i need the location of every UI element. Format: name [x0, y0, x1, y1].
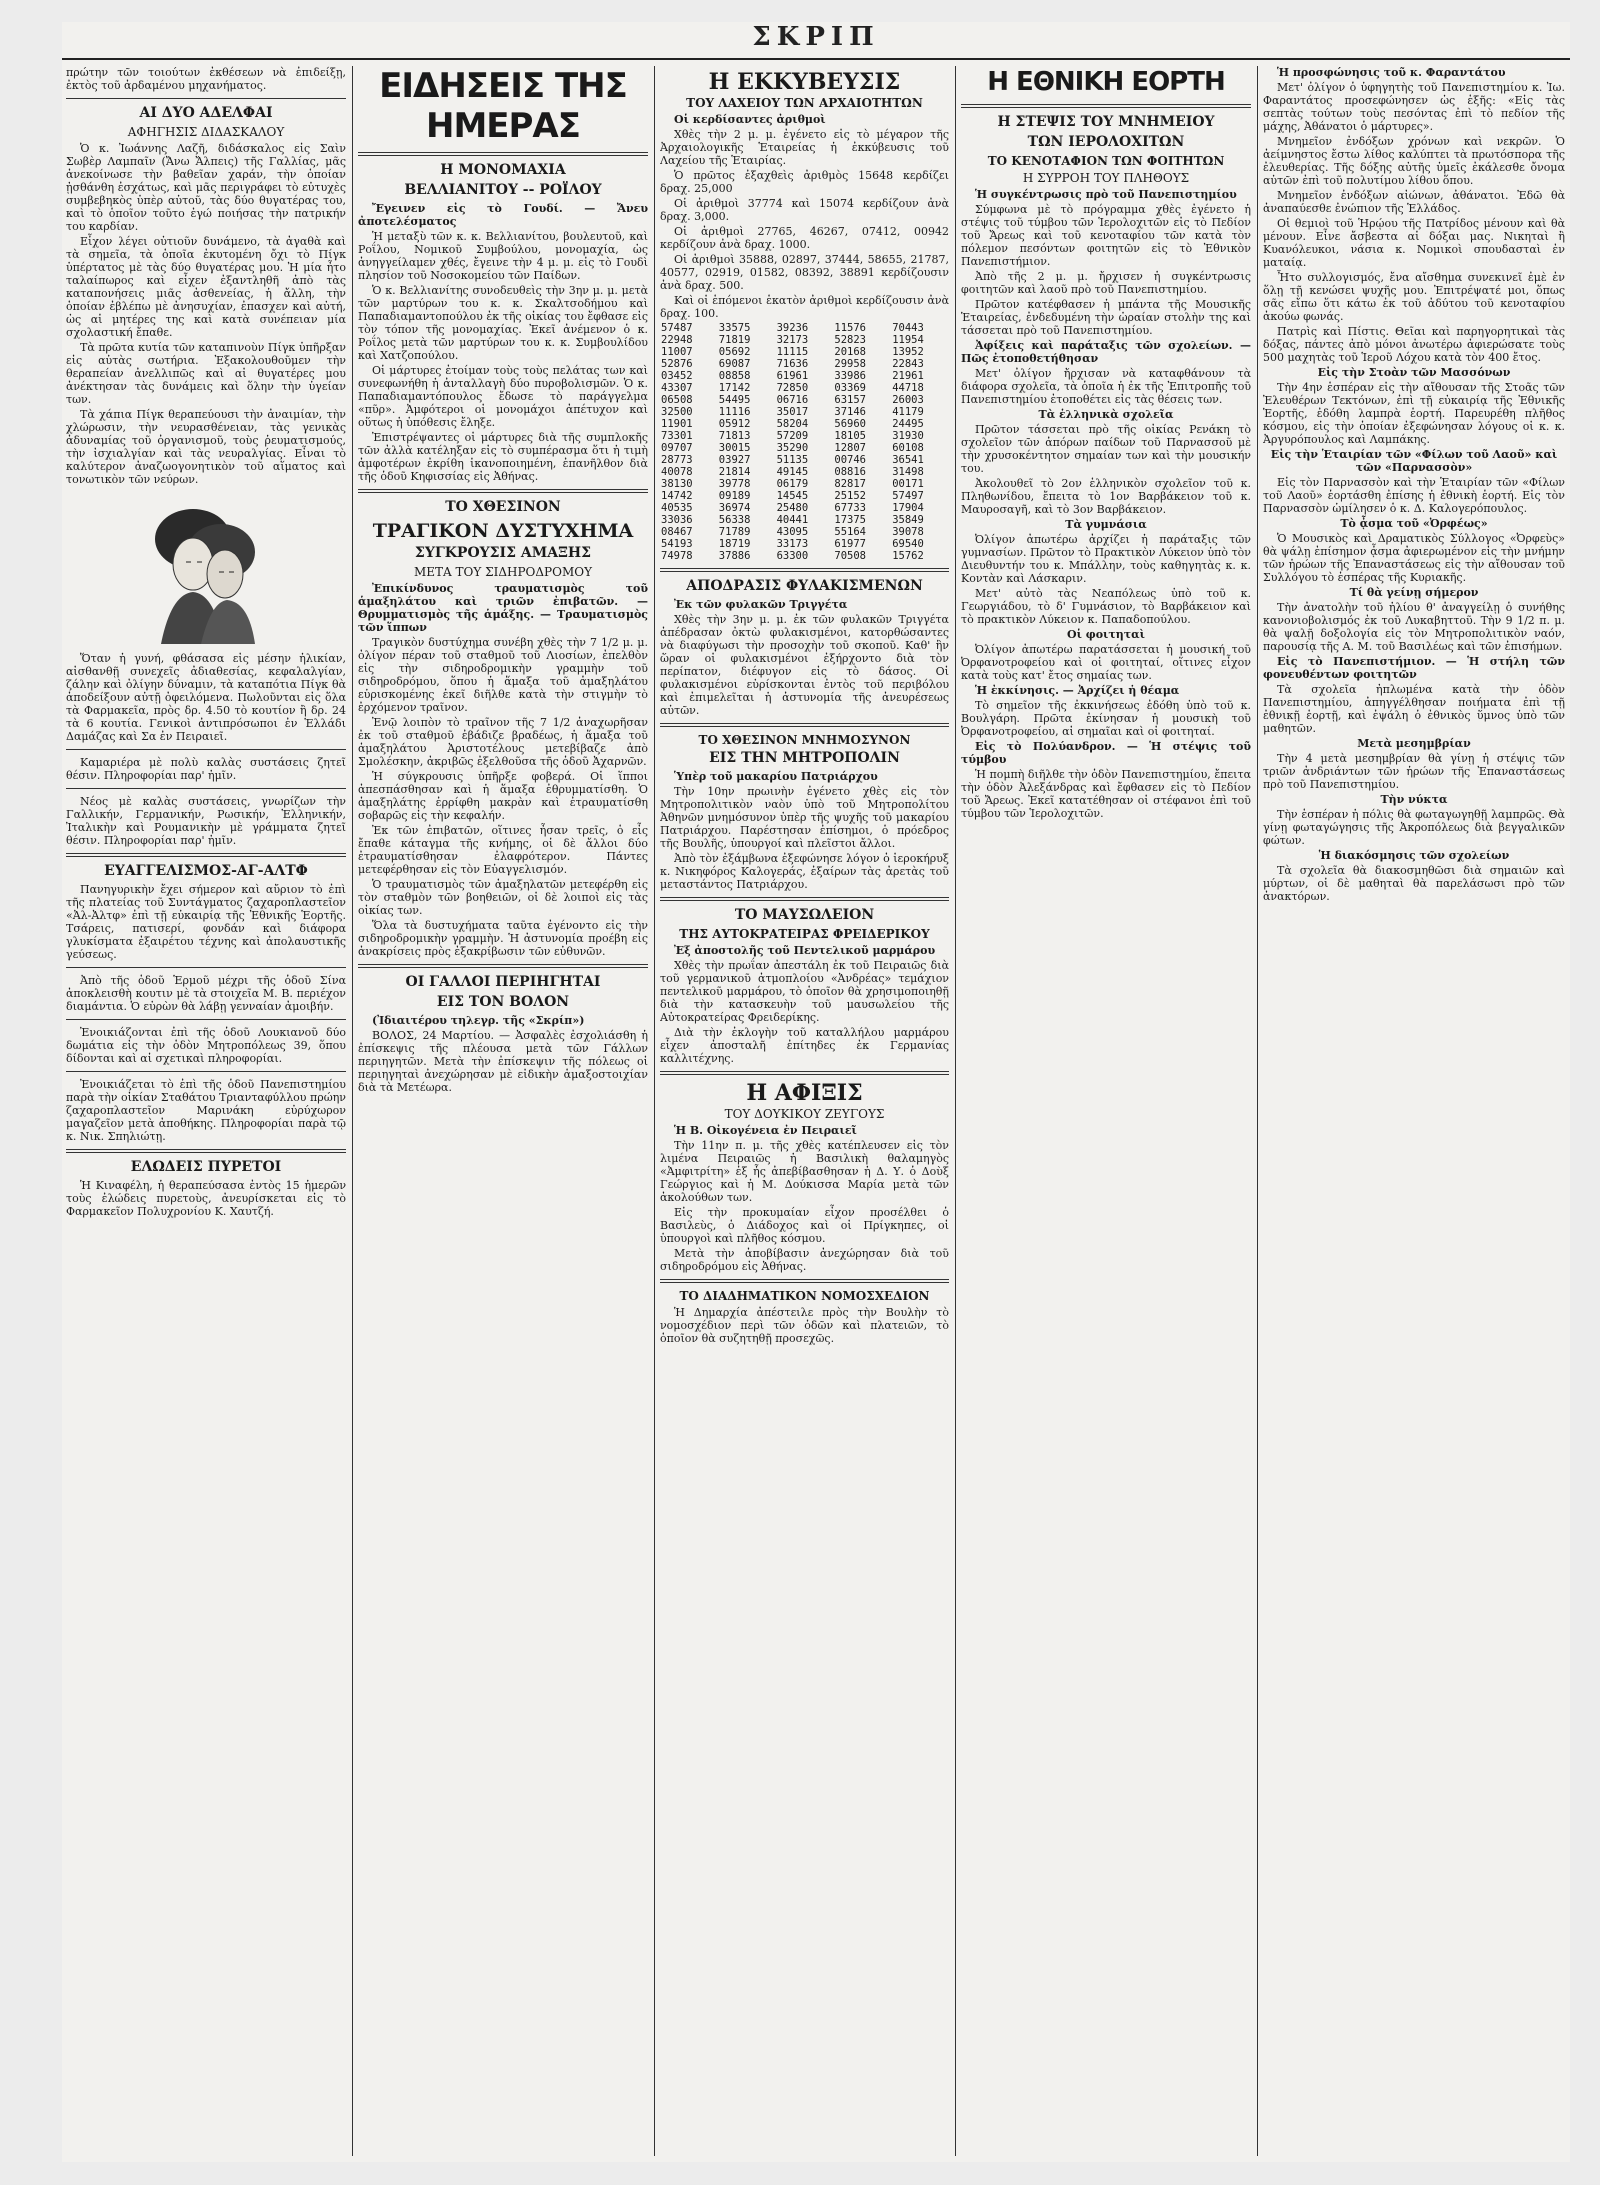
article-paragraph: Τὰ σχολεῖα ἠπλωμένα κατὰ τὴν ὁδὸν Πανεπιστημίου, ἀπηγγέλθησαν ποιήματα ἐπὶ τῇ ἐθνικῇ ἑορτῇ, καὶ ἐψάλη ὁ ἐθνικὸς ὕμνος ὑπὸ τῶν μαθητῶν. — [1263, 683, 1565, 735]
article-title: ΤΩΝ ΙΕΡΟΛΟΧΙΤΩΝ — [1027, 134, 1185, 150]
article-subtitle: Η ΣΥΡΡΟΗ ΤΟΥ ΠΛΗΘΟΥΣ — [1022, 171, 1190, 185]
winning-number: 31930 — [892, 430, 924, 442]
article-paragraph: Ἀπὸ τὸν ἐξάμβωνα ἐξεφώνησε λόγον ὁ ἱεροκήρυξ κ. Νικηφόρος Καλογεράς, ἐξαίρων τὰς ἀρετὰς τοῦ μεταστάντος Πατριάρχου. — [660, 852, 949, 891]
winning-number: 33986 — [834, 370, 866, 382]
divider — [961, 104, 1251, 108]
article-paragraph: Μετ' ὀλίγον ἤρχισαν νὰ καταφθάνουν τὰ διάφορα σχολεῖα, τὰ ὁποῖα ἡ ἐκ τῆς Ἐπιτροπῆς τοῦ Πανεπιστημίου ἐτοποθέτει εἰς τὰς θέσεις των. — [961, 367, 1251, 406]
winning-number: 56338 — [718, 514, 751, 526]
ad-title: ΕΛΩΔΕΙΣ ΠΥΡΕΤΟΙ — [130, 1159, 282, 1175]
article-paragraph: Τὴν ἑσπέραν ἡ πόλις θὰ φωταγωγηθῇ λαμπρῶς. Θὰ γίνῃ φωταγώγησις τῆς Ἀκροπόλεως διὰ βεγγαλικῶν φώτων. — [1263, 808, 1565, 847]
column-divider — [654, 66, 655, 2156]
number-row — [660, 334, 949, 346]
winning-number: 25480 — [776, 502, 809, 514]
winning-number: 55164 — [834, 526, 866, 538]
number-row — [660, 418, 949, 430]
article-paragraph: Ἀκολουθεῖ τὸ 2ον ἑλληνικὸν σχολεῖον τοῦ κ. Πληθωνίδου, ἔπειτα τὸ 1ον Βαρβάκειον τοῦ κ. Μαυροσαγῆ, καὶ τὸ 3ον Βαρβάκειον. — [961, 477, 1251, 516]
article-paragraph: Οἱ ἀριθμοὶ 37774 καὶ 15074 κερδίζουν ἀνὰ δραχ. 3,000. — [660, 197, 949, 223]
winning-number: 13952 — [892, 346, 924, 358]
divider — [358, 489, 648, 493]
winning-number: 74978 — [661, 550, 693, 562]
article-paragraph: Χθὲς τὴν 3ην μ. μ. ἐκ τῶν φυλακῶν Τριγγέτα ἀπέδρασαν ὀκτὼ φυλακισμένοι, κατορθώσαντες νὰ διαφύγωσι τὴν προσοχὴν τοῦ σκοποῦ. Καθ' ἣν ὥραν οἱ φυλακισμένοι ἐξήρχοντο διὰ τὸν περίπατον, διέφυγον εἰς τὸ δάσος. Οἱ φυλακισμένοι εὑρίσκονται ἐντὸς τοῦ περιβόλου καὶ ἐπιμελεῖται ἡ ἀστυνομία τῆς ἀνευρέσεως αὐτῶν. — [660, 613, 949, 717]
article-subtitle: ΑΦΗΓΗΣΙΣ ΔΙΔΑΣΚΑΛΟΥ — [127, 125, 285, 139]
winning-number: 58204 — [776, 418, 809, 430]
article-paragraph: Εἰς τὸν Παρνασσὸν καὶ τὴν Ἑταιρίαν τῶν «Φίλων τοῦ Λαοῦ» ἑορτάσθη ἐπίσης ἡ ἐθνικὴ ἑορτή. Εἰς τὸν Παρνασσὸν ὡμίλησεν ὁ κ. Δ. Καλογερόπουλος. — [1263, 476, 1565, 515]
image-caption: Ὅταν ἡ γυνή, φθάσασα εἰς μέσην ἡλικίαν, αἰσθανθῇ συνεχεῖς ἀδιαθεσίας, κεφαλαλγίαν, ζάλην καὶ ὀλίγην δύναμιν, τὰ καταπότια Πίγκ θὰ ἀποδείξουν αὐτῇ ὀφειλόμενα. Πωλοῦνται εἰς ὅλα τὰ Φαρμακεῖα, πρὸς δρ. 4.50 τὸ κουτίον ἢ δρ. 24 τὰ 6 κουτία. Γενικοὶ ἀντιπρόσωποι ἐν Ἑλλάδι Δαμάζας καὶ Σα ἐν Πειραιεῖ. — [66, 652, 346, 743]
winning-number: 37886 — [718, 550, 751, 562]
article-title: ΤΟ ΧΘΕΣΙΝΟΝ — [445, 499, 561, 515]
winning-number: 57497 — [892, 490, 924, 502]
number-row — [660, 442, 949, 454]
column-4 — [961, 66, 1251, 2156]
divider — [358, 152, 648, 156]
winning-number: 17904 — [892, 502, 924, 514]
article-paragraph: Ἐνῷ λοιπὸν τὸ τραῖνον τῆς 7 1/2 ἀναχωρῆσαν ἐκ τοῦ σταθμοῦ ἐβάδιζε βραδέως, ἡ ἅμαξα τοῦ ἁμαξηλάτου Ἀριστοτέλους μετεβίβαζε ἀπὸ Σμολέσκην, ἀκριβῶς ἐξελθοῦσα τῆς ὁδοῦ Ἀχαρνῶν. — [358, 716, 648, 768]
article-lead: Ὑπὲρ τοῦ μακαρίου Πατριάρχου — [674, 770, 878, 783]
winning-number: 17375 — [834, 514, 866, 526]
article-paragraph: ΒΟΛΟΣ, 24 Μαρτίου. — Ἀσφαλὲς ἐσχολιάσθη ἡ ἐπίσκεψις τῆς πλέουσα μετὰ τῶν Γάλλων περιηγητῶν. Μετὰ τὴν ἐπίσκεψιν τῆς πόλεως οἱ περιηγηταὶ ἀνεχώρησαν μὲ εἰδικὴν ἁμαξοστοιχίαν διὰ τὰ Μετέωρα. — [358, 1029, 648, 1094]
article-subtitle: ΤΟ ΚΕΝΟΤΑΦΙΟΝ ΤΩΝ ΦΟΙΤΗΤΩΝ — [987, 154, 1225, 168]
article-paragraph: Ὀλίγον ἀπωτέρω παρατάσσεται ἡ μουσική τοῦ Ὀρφανοτροφείου καὶ οἱ φοιτηταί, οἵτινες εἶχον κατὰ τοὺς κατ' ἔτος σημαίας των. — [961, 643, 1251, 682]
article-paragraph: Πρῶτον κατέφθασεν ἡ μπάντα τῆς Μουσικῆς Ἑταιρείας, ἐνδεδυμένη τὴν ὡραίαν στολὴν της καὶ τάσσεται πρὸ τοῦ Πανεπιστημίου. — [961, 298, 1251, 337]
newspaper-page — [62, 22, 1570, 2162]
winning-number: 41179 — [892, 406, 924, 418]
number-row — [660, 478, 949, 490]
winning-number: 15762 — [892, 550, 924, 562]
winning-number: 11576 — [834, 322, 866, 334]
article-paragraph: Καὶ οἱ ἑπόμενοι ἑκατὸν ἀριθμοὶ κερδίζουσιν ἀνὰ δραχ. 100. — [660, 294, 949, 320]
number-row — [660, 370, 949, 382]
number-row — [660, 514, 949, 526]
winning-number: 60108 — [892, 442, 924, 454]
article-paragraph: Ὅλα τὰ δυστυχήματα ταῦτα ἐγένοντο εἰς τὴν σιδηροδρομικὴν γραμμὴν. Ἡ ἀστυνομία προέβη εἰς ἀνακρίσεις πρὸς ἐξακρίβωσιν τῶν εὐθυνῶν. — [358, 919, 648, 958]
article-title: ΑΙ ΔΥΟ ΑΔΕΛΦΑΙ — [139, 105, 273, 121]
winning-number: 00746 — [834, 454, 866, 466]
winning-number: 49145 — [776, 466, 809, 478]
article-paragraph: Ἡ σύγκρουσις ὑπῆρξε φοβερά. Οἱ ἵπποι ἀπεσπάσθησαν καὶ ἡ ἅμαξα ἐθρυμματίσθη. Ὁ ἁμαξηλάτης ἐρρίφθη μακρὰν καὶ ἐτραυματίσθη σοβαρῶς εἰς τὴν κεφαλήν. — [358, 770, 648, 822]
article-lead: Εἰς τὴν Ἑταιρίαν τῶν «Φίλων τοῦ Λαοῦ» καὶ τῶν «Παρνασσὸν» — [1270, 448, 1558, 474]
article-subtitle: ΤΗΣ ΑΥΤΟΚΡΑΤΕΙΡΑΣ ΦΡΕΙΔΕΡΙΚΟΥ — [679, 927, 930, 941]
article-paragraph: Τὴν 4ην ἑσπέραν εἰς τὴν αἴθουσαν τῆς Στοᾶς τῶν Ἐλευθέρων Τεκτόνων, ἐπὶ τῇ εὐκαιρίᾳ τῆς Ἐθνικῆς Ἑορτῆς, ἐδόθη λαμπρὰ ἑορτή. Παρευρέθη πλῆθος κόσμου, εἰς τὴν ὁποίαν ἐξεφώνησαν λόγους οἱ κ. κ. Ἀργυρόπουλος καὶ Λαμπάκης. — [1263, 381, 1565, 446]
article-lead: Ἡ ἐκκίνησις. — Ἀρχίζει ἡ θέαμα — [975, 684, 1180, 697]
number-row — [660, 538, 949, 550]
winning-number: 71819 — [718, 334, 751, 346]
divider — [66, 1071, 346, 1072]
winning-number: 82817 — [834, 478, 866, 490]
winning-number: 40535 — [661, 502, 693, 514]
winning-number: 20168 — [834, 346, 866, 358]
winning-number: 00171 — [892, 478, 924, 490]
winning-number: 40078 — [661, 466, 693, 478]
article-paragraph: Ἐπιστρέψαντες οἱ μάρτυρες διὰ τῆς συμπλοκῆς τῶν ἀλλὰ κατέληξαν εἰς τὸ συμπέρασμα ὅτι ἡ τιμὴ ἀμφοτέρων ἐκρίθη ἱκανοποιημένη, ἐπανῆλθον διὰ τῆς ὁδοῦ Κηφισσίας εἰς Ἀθήνας. — [358, 431, 648, 483]
article-lead: Ἡ Β. Οἰκογένεια ἐν Πειραιεῖ — [674, 1124, 857, 1137]
article-paragraph: Τὰ σχολεῖα θὰ διακοσμηθῶσι διὰ σημαιῶν καὶ μύρτων, οἱ δὲ μαθηταὶ θὰ παρελάσωσι πρὸ τῶν ἀνακτόρων. — [1263, 864, 1565, 903]
winning-number: 18719 — [718, 538, 751, 550]
number-row — [660, 454, 949, 466]
winning-number: 08858 — [718, 370, 751, 382]
article-paragraph: Ἡ Δημαρχία ἀπέστειλε πρὸς τὴν Βουλὴν τὸ νομοσχέδιον περὶ τῶν ὁδῶν καὶ πλατειῶν, τὸ ὁποῖον θὰ συζητηθῇ προσεχῶς. — [660, 1306, 949, 1345]
article-lead: Οἱ κερδίσαντες ἀριθμοὶ — [674, 113, 826, 126]
masthead-title: ΣΚΡΙΠ — [752, 22, 880, 52]
article-paragraph: Σύμφωνα μὲ τὸ πρόγραμμα χθὲς ἐγένετο ἡ στέψις τοῦ τύμβου τῶν Ἱερολοχιτῶν εἰς τὸ Πεδίον τοῦ Ἄρεως καὶ τοῦ κενοταφίου τῶν κατὰ τὸν πόλεμον πεσόντων φοιτητῶν εἰς τὸ Ἐθνικὸν Πανεπιστήμιον. — [961, 203, 1251, 268]
winning-number: 11954 — [892, 334, 924, 346]
article-paragraph: Τὴν ἀνατολὴν τοῦ ἡλίου θ' ἀναγγείλῃ ὁ συνήθης κανονιοβολισμός ἐκ τοῦ Λυκαβηττοῦ. Τὴν 9 1/2 π. μ. θὰ ψαλῇ δοξολογία εἰς τὸν Μητροπολιτικὸν ναόν, παρουσίᾳ τῆς Α. Μ. τοῦ Βασιλέως καὶ τῶν ἐπισήμων. — [1263, 601, 1565, 653]
article-subtitle: ΕΙΣ ΤΟΝ ΒΟΛΟΝ — [436, 994, 570, 1010]
article-paragraph: Τὴν 10ην πρωινὴν ἐγένετο χθὲς εἰς τὸν Μητροπολιτικὸν ναὸν ὑπὸ τοῦ Μητροπολίτου Ἀθηνῶν μνημόσυνον ὑπὲρ τῆς ψυχῆς τοῦ μακαρίου Πατριάρχου. Παρέστησαν ἐπίσημοι, ὁ πρόεδρος τῆς Βουλῆς, ὑπουργοί καὶ πλεῖστοι ἄλλοι. — [660, 785, 949, 850]
winning-number: 51135 — [776, 454, 809, 466]
article-lead: Ἐκ τῶν φυλακῶν Τριγγέτα — [674, 598, 848, 611]
winning-number: 35017 — [776, 406, 809, 418]
article-paragraph: Τὴν 11ην π. μ. τῆς χθὲς κατέπλευσεν εἰς τὸν λιμένα Πειραιῶς ἡ Βασιλικὴ θαλαμηγὸς «Ἀμφιτρίτη» ἐξ ἧς ἀπεβίβασθησαν ἡ Δ. Υ. ὁ Δοὺξ Γεώργιος καὶ ἡ Μ. Δούκισσα Μαρία μετὰ τῶν ἀκολούθων των. — [660, 1139, 949, 1204]
winning-number: 09189 — [718, 490, 751, 502]
article-paragraph: Χθὲς τὴν πρωΐαν ἀπεστάλη ἐκ τοῦ Πειραιῶς διὰ τοῦ γερμανικοῦ ἀτμοπλοίου «Ἀνδρέας» τεμάχιον πεντελικοῦ μαρμάρου, τὸ ὁποῖον θὰ χρησιμοποιηθῇ διὰ τὴν κατασκευὴν τοῦ μαυσωλείου τῆς Αὐτοκρατείρας Φρειδερίκης. — [660, 959, 949, 1024]
winning-number: 71813 — [718, 430, 751, 442]
article-paragraph: Ὁ κ. Βελλιανίτης συνοδευθεὶς τὴν 3ην μ. μ. μετὰ τῶν μαρτύρων του κ. κ. Σκαλτσοδήμου καὶ Παπαδιαμαντοπούλου ἐκ τῆς οἰκίας του ἔφθασε εἰς τὸν τόπον τῆς μονομαχίας. Ἐκεῖ ἀνέμενον ὁ κ. Ροΐλος μετὰ τῶν μαρτύρων του κ. κ. Συμβουλίδου καὶ Χατζοπούλου. — [358, 284, 648, 362]
article-paragraph: Εἶχον λέγει οὐτιοῦν δυνάμενο, τὰ ἀγαθὰ καὶ τὰ σημεῖα, τὰ ὁποῖα ἐκυτομένη ὄχι τὸ Πίγκ ὑπέρτατος μὲ τὰς δύο θυγατέρας μου. Ἡ μία ἦτο ταλαίπωρος καὶ εἶχεν ἐξαντληθῆ ἀπὸ τὰς καταπονήσεις μιᾶς ἀσθενείας, ἡ ἄλλη, τὴν ὁποίαν ἐβλέπω μὲ ἀνησυχίαν, ἐπασχεν καὶ αὐτή, ὡς αἱ μητέρες της καὶ κατὰ συνέπειαν μία σχολαστική ἔπαθε. — [66, 235, 346, 339]
article-lead: Ἡ προσφώνησις τοῦ κ. Φαραντάτου — [1277, 66, 1506, 79]
winning-number: 32500 — [661, 406, 693, 418]
winning-number: 33036 — [661, 514, 693, 526]
number-row — [660, 490, 949, 502]
number-row — [660, 346, 949, 358]
winning-number: 03452 — [661, 370, 693, 382]
divider — [358, 964, 648, 968]
article-subtitle: ΣΥΓΚΡΟΥΣΙΣ ΑΜΑΞΗΣ — [414, 545, 592, 561]
article-paragraph: Ὁ τραυματισμὸς τῶν ἁμαξηλατῶν μετεφέρθη εἰς τὸν σταθμὸν τῶν βοηθειῶν, οἱ δὲ λοιποὶ εἰς τὰς οἰκίας των. — [358, 878, 648, 917]
winning-number: 29958 — [834, 358, 866, 370]
number-row — [660, 466, 949, 478]
winning-number: 57209 — [776, 430, 809, 442]
winning-number: 40441 — [776, 514, 809, 526]
winning-number: 70443 — [892, 322, 924, 334]
winning-number: 37146 — [834, 406, 866, 418]
winning-number: 61961 — [776, 370, 809, 382]
article-lead: Μετὰ μεσημβρίαν — [1357, 737, 1471, 750]
number-row — [660, 526, 949, 538]
article-subtitle: ΒΕΛΛΙΑΝΙΤΟΥ -- ΡΟΪΛΟΥ — [404, 182, 602, 198]
article-paragraph: Ἀπὸ τῆς 2 μ. μ. ἤρχισεν ἡ συγκέντρωσις φοιτητῶν καὶ λαοῦ πρὸ τοῦ Πανεπιστημίου. — [961, 270, 1251, 296]
article-lead: Τὰ γυμνάσια — [1065, 518, 1147, 531]
number-row — [660, 322, 949, 334]
winning-number: 25152 — [834, 490, 866, 502]
article-subtitle: ΤΟΥ ΛΑΧΕΙΟΥ ΤΩΝ ΑΡΧΑΙΟΤΗΤΩΝ — [686, 96, 923, 110]
winning-number: 03369 — [834, 382, 866, 394]
winning-number: 08816 — [834, 466, 866, 478]
article-paragraph: Μετ' αὐτὸ τὰς Νεαπόλεως ὑπὸ τοῦ κ. Γεωργιάδου, τὸ δ' Γυμνάσιον, τὸ Βαρβάκειον καὶ τὸ πρακτικὸν Λύκειον κ. Παπαδοπούλου. — [961, 587, 1251, 626]
winning-number: 33575 — [718, 322, 751, 334]
winning-number: 17142 — [718, 382, 751, 394]
article-paragraph: Εἰς τὴν προκυμαίαν εἶχον προσέλθει ὁ Βασιλεὺς, ὁ Διάδοχος καὶ οἱ Πρίγκηπες, οἱ ὑπουργοὶ καὶ πλῆθος κόσμου. — [660, 1206, 949, 1245]
article-title: ΑΠΟΔΡΑΣΙΣ ΦΥΛΑΚΙΣΜΕΝΩΝ — [686, 578, 923, 594]
number-row — [660, 394, 949, 406]
winning-number: 56960 — [834, 418, 866, 430]
article-title: ΤΟ ΜΑΥΣΩΛΕΙΟΝ — [734, 907, 875, 923]
winning-number: 03927 — [718, 454, 751, 466]
winning-number: 08467 — [661, 526, 693, 538]
winning-number: 73301 — [661, 430, 693, 442]
article-paragraph: Μνημεῖον ἐνδόξων αἰώνων, ἀθάνατοι. Ἐδῶ θὰ ἀναπαύεσθε ἐνώπιον τῆς Ἑλλάδος. — [1263, 189, 1565, 215]
winning-number: 69540 — [892, 538, 924, 550]
article-paragraph: Οἱ θεμιοὶ τοῦ Ἡρῴου τῆς Πατρίδος μένουν καὶ θὰ μένουν. Εἶνε ἄσβεστα αἱ δόξαι μας. Νικηταὶ ἢ Κυανόλευκοι, νάσια κ. Νομικοὶ σπουδασταὶ ἐν ματαίᾳ. — [1263, 217, 1565, 269]
article-paragraph: Διὰ τὴν ἐκλογὴν τοῦ καταλλήλου μαρμάρου εἶχεν ἀποσταλῆ ἐπίτηδες ἐκ Γερμανίας καλλιτέχνης. — [660, 1026, 949, 1065]
masthead-rule — [62, 58, 1570, 60]
divider — [66, 1019, 346, 1020]
article-title: ΤΟ ΔΙΑΔΗΜΑΤΙΚΟΝ ΝΟΜΟΣΧΕΔΙΟΝ — [679, 1289, 930, 1303]
article-lead: Ἡ συγκέντρωσις πρὸ τοῦ Πανεπιστημίου — [975, 188, 1237, 201]
winning-number: 12807 — [834, 442, 866, 454]
article-title: Η ΣΤΕΨΙΣ ΤΟΥ ΜΝΗΜΕΙΟΥ — [997, 114, 1215, 130]
winning-number: 67733 — [834, 502, 866, 514]
classified-ad: Ἡ Κιναφέλη, ἡ θεραπεύσασα ἐντὸς 15 ἡμερῶν τοὺς ἐλώδεις πυρετοὺς, ἀνευρίσκεται εἰς τὸ Φαρμακεῖον Πολυχρονίου Κ. Χαυτζή. — [66, 1179, 346, 1218]
winning-number: 39078 — [892, 526, 924, 538]
winning-number: 26003 — [892, 394, 924, 406]
article-paragraph: Χθὲς τὴν 2 μ. μ. ἐγένετο εἰς τὸ μέγαρον τῆς Ἀρχαιολογικῆς Ἑταιρείας ἡ ἐκκύβευσις τοῦ Λαχείου τῆς Ἑταιρίας. — [660, 128, 949, 167]
article-paragraph: Οἱ ἀριθμοὶ 27765, 46267, 07412, 00942 κερδίζουν ἀνὰ δραχ. 1000. — [660, 225, 949, 251]
portrait-illustration — [131, 494, 281, 644]
article-paragraph: Ἡ πομπὴ διῆλθε τὴν ὁδὸν Πανεπιστημίου, ἔπειτα τὴν ὁδὸν Ἀλεξάνδρας καὶ ἔφθασεν εἰς τὸ Πεδίον τοῦ Ἄρεως. Ἐκεῖ κατατέθησαν οἱ στέφανοι ἐπὶ τοῦ τύμβου τῶν Ἱερολοχιτῶν. — [961, 768, 1251, 820]
winning-number: 36974 — [718, 502, 751, 514]
divider — [660, 1279, 949, 1283]
winning-number: 18105 — [834, 430, 866, 442]
article-paragraph: Τὰ χάπια Πίγκ θεραπεύουσι τὴν ἀναιμίαν, τὴν χλώρωσιν, τὴν νευρασθένειαν, τὰς γενικὰς ἀδυναμίας τοῦ ὀργανισμοῦ, τοὺς ῥευματισμούς, τὴν ἰσχιαλγίαν καὶ τὰς νευραλγίας. Εἶναι τὸ καλύτερον ἀναζωογονητικὸν τοῦ αἵματος καὶ τονωτικὸν τῶν νεύρων. — [66, 408, 346, 486]
number-row — [660, 406, 949, 418]
section-banner: Η ΕΘΝΙΚΗ ΕΟΡΤΗ — [987, 67, 1225, 97]
winning-number: 06179 — [776, 478, 809, 490]
number-row — [660, 550, 949, 562]
classified-ad: Ἐνοικιάζονται ἐπὶ τῆς ὁδοῦ Λουκιανοῦ δύο δωμάτια εἰς τὴν ὁδὸν Μητροπόλεως 39, ὅπου δίδονται καὶ αἱ σχετικαὶ πληροφορίαι. — [66, 1026, 346, 1065]
article-paragraph: Ὁ πρῶτος ἐξαχθεὶς ἀριθμὸς 15648 κερδίζει δραχ. 25,000 — [660, 169, 949, 195]
column-divider — [955, 66, 956, 2156]
winning-number: 21814 — [718, 466, 751, 478]
article-lead: Ἐπικίνδυνος τραυματισμὸς τοῦ ἁμαξηλάτου καὶ τριῶν ἐπιβατῶν. — Θρυμματισμὸς τῆς ἁμάξης. — Τραυματισμὸς τῶν ἵππων — [358, 582, 648, 634]
number-row — [660, 358, 949, 370]
classified-ad: Πανηγυρικὴν ἔχει σήμερον καὶ αὔριον τὸ ἐπὶ τῆς πλατείας τοῦ Συντάγματος ζαχαροπλαστεῖον «Ἀλ-Ἀλτφ» ἐπὶ τῇ εὐκαιρίᾳ τῆς Ἐθνικῆς Ἑορτῆς. Τσάρεις, πατισερί, φονδάν καὶ διάφορα γλυκίσματα ἐξαιρέτου τέχνης καὶ ἀπολαυστικῆς γεύσεως. — [66, 883, 346, 961]
winning-number: 36541 — [892, 454, 924, 466]
winning-number: 11901 — [661, 418, 693, 430]
winning-number: 39236 — [776, 322, 809, 334]
winning-number: 54495 — [718, 394, 751, 406]
winning-number: 57487 — [661, 322, 693, 334]
article-lead: Εἰς τὴν Στοὰν τῶν Μασσόνων — [1317, 366, 1511, 379]
winning-number: 43095 — [776, 526, 809, 538]
winning-number: 52823 — [834, 334, 866, 346]
article-lead: Ἡ διακόσμησις τῶν σχολείων — [1318, 849, 1510, 862]
article-paragraph: Οἱ μάρτυρες ἐτοίμαν τοὺς τοὺς πελάτας των καὶ συνεφωνήθη ἡ ἀνταλλαγὴ δύο πυροβολισμῶν. Ὁ κ. Παπαδιαμαντόπουλος ἔδωσε τὸ παράγγελμα «πῦρ». Ἀμφότεροι οἱ μονομάχοι ἀπέτυχον καὶ οὕτως ἡ ὑπόθεσις ἔληξε. — [358, 364, 648, 429]
article-paragraph: Ἡ μεταξὺ τῶν κ. κ. Βελλιανίτου, βουλευτοῦ, καὶ Ροΐλου, Νομικοῦ Συμβούλου, μονομαχία, ὡς ἀνηγγείλαμεν χθές, ἔγεινε τὴν 4 μ. μ. εἰς τὸ Γουδὶ πλησίον τοῦ Νοσοκομείου τῶν Παίδων. — [358, 230, 648, 282]
intro-text: πρώτην τῶν τοιούτων ἐκθέσεων νὰ ἐπιδείξῃ, ἐκτὸς τοῦ ἀρδαμένου μηχανήματος. — [66, 66, 346, 92]
article-paragraph: Μετὰ τὴν ἀποβίβασιν ἀνεχώρησαν διὰ τοῦ σιδηροδρόμου εἰς Ἀθήνας. — [660, 1247, 949, 1273]
divider — [66, 853, 346, 857]
divider — [66, 98, 346, 99]
divider — [660, 723, 949, 727]
article-paragraph: Ὁ κ. Ἰωάννης Λαζῆ, διδάσκαλος εἰς Σαὶν Σωβὲρ Λαμπαῖν (Ἄνω Ἄλπεις) τῆς Γαλλίας, μᾶς ἀνεκοίνωσε τὴν βαθεῖαν χαράν, τὴν ὁποίαν ᾐσθάνθη ἐσχάτως, καὶ μᾶς περιγράφει τὸ εὐτυχὲς συμβεβηκὸς ὑπὲρ αὐτοῦ, τὰς δύο θυγατέρας του, καὶ τὸ ὁποῖον τοῦτο ἐγώ ποιήσας τὴν πατρικήν του καρδίαν. — [66, 142, 346, 233]
winning-number: 33173 — [776, 538, 809, 550]
divider — [66, 967, 346, 968]
article-lead: Εἰς τὸ Πανεπιστήμιον. — Ἡ στήλη τῶν φονευθέντων φοιτητῶν — [1263, 655, 1565, 681]
article-paragraph: Οἱ ἀριθμοὶ 35888, 02897, 37444, 58655, 21787, 40577, 02919, 01582, 08392, 38891 κερδίζουσιν ἀνὰ δραχ. 500. — [660, 253, 949, 292]
winning-number: 28773 — [661, 454, 693, 466]
winning-number: 63157 — [834, 394, 866, 406]
masthead — [62, 22, 1570, 58]
article-paragraph: Ἦτο συλλογισμός, ἔνα αἴσθημα συνεκινεῖ ἐμὲ ἐν ὅλῃ τῇ κενώσει ψυχῆς μου. Ἐπιτρέψατέ μοι, ὅπως σᾶς εἴπω ὅτι κάτω ἐκ τοῦ ἀδύτου τοῦ κενοταφίου ἀκούω φωνάς. — [1263, 271, 1565, 323]
article-paragraph: Τὴν 4 μετὰ μεσημβρίαν θὰ γίνῃ ἡ στέψις τῶν τριῶν ἀνδριάντων τῶν ἡρώων τῆς Ἐπαναστάσεως πρὸ τοῦ Πανεπιστημίου. — [1263, 752, 1565, 791]
winning-numbers-table — [660, 322, 949, 562]
column-divider — [352, 66, 353, 2156]
number-row — [660, 502, 949, 514]
article-paragraph: Ὀλίγον ἀπωτέρω ἀρχίζει ἡ παράταξις τῶν γυμνασίων. Πρῶτον τὸ Πρακτικὸν Λύκειον ὑπὸ τὸν Διευθυντήν του κ. Μπάλλην, τοὺς καθηγητὰς κ. κ. Κοντὰν καὶ Λάσκαριν. — [961, 533, 1251, 585]
winning-number: 63300 — [776, 550, 809, 562]
column-2 — [358, 66, 648, 2156]
section-banner: ΕΙΔΗΣΕΙΣ ΤΗΣ ΗΜΕΡΑΣ — [379, 66, 627, 146]
column-3 — [660, 66, 949, 2156]
winning-number: 61977 — [834, 538, 866, 550]
winning-number: 06716 — [776, 394, 809, 406]
winning-number: 05912 — [718, 418, 751, 430]
article-lead: Τὴν νύκτα — [1380, 793, 1448, 806]
article-paragraph: Πατρὶς καὶ Πίστις. Θεῖαι καὶ παρηγορητικαὶ τὰς δόξας, πάντες ἀπὸ μόνοι ἀνωτέρω ἀφιερώσατε τοὺς 500 μαχητὰς τοῦ Ἱεροῦ Λόχου κατὰ τὸν 400 ἔτος. — [1263, 325, 1565, 364]
ad-title: ΕΥΑΓΓΕΛΙΣΜΟΣ-ΑΓ-ΑΛΤΦ — [104, 863, 308, 879]
article-paragraph: Ὁ Μουσικὸς καὶ Δραματικὸς Σύλλογος «Ὀρφεὺς» θὰ ψάλῃ ἐπίσημον ᾆσμα ἀφιερωμένον εἰς τὴν μνήμην τῶν ἡρώων τῆς Ἐπαναστάσεως εἰς τὴν αἴθουσαν τοῦ Συλλόγου τὸ ἑσπέρας τῆς Κυριακῆς. — [1263, 532, 1565, 584]
winning-number: 43307 — [661, 382, 693, 394]
winning-number: 24495 — [892, 418, 924, 430]
article-subtitle: ΤΟΥ ΔΟΥΚΙΚΟΥ ΖΕΥΓΟΥΣ — [724, 1107, 885, 1121]
article-lead: Οἱ φοιτηταὶ — [1067, 628, 1145, 641]
article-paragraph: Μετ' ὀλίγον ὁ ὑφηγητὴς τοῦ Πανεπιστημίου κ. Ἰω. Φαραντάτος προσεφώνησεν ὡς ἑξῆς: «Εἰς τὰς σεπτὰς τούτων τοὺς πεσόντας ἐπὶ τὸ πεδίον τῆς μάχης, Ἀθάνατοι ὁ μάρτυρες». — [1263, 81, 1565, 133]
article-lead: (Ἰδιαιτέρου τηλεγρ. τῆς «Σκρίπ») — [372, 1014, 585, 1027]
winning-number: 09707 — [661, 442, 693, 454]
winning-number: 71789 — [718, 526, 751, 538]
winning-number: 54193 — [661, 538, 693, 550]
article-title: ΕΙΣ ΤΗΝ ΜΗΤΡΟΠΟΛΙΝ — [709, 750, 900, 766]
article-paragraph: Τραγικὸν δυστύχημα συνέβη χθὲς τὴν 7 1/2 μ. μ. ὀλίγον πέραν τοῦ σταθμοῦ τοῦ Λιοσίων, ἐπελθὸν εἰς τὴν σιδηροδρομικὴν γραμμὴν τοῦ σιδηροδρόμου, ὅπου ἡ ἅμαξα τοῦ ἁμαξηλάτου εὑρισκομένης ἐκεῖ διῆλθε κατὰ τὴν στιγμὴν τὸ ἐρχόμενον τραῖνον. — [358, 636, 648, 714]
winning-number: 05692 — [718, 346, 751, 358]
number-row — [660, 382, 949, 394]
winning-number: 38130 — [661, 478, 693, 490]
article-paragraph: Μνημεῖον ἐνδόξων χρόνων καὶ νεκρῶν. Ὁ ἀείμνηστος ἔστω λίθος καλύπτει τὰ πρωτόσπορα τῆς ἐλευθερίας. Τῆς δόξης αὐτῆς ὑμεῖς ἐκάλεσθε ὄνομα αὐτῶν ἐπὶ τοῦ πολυτίμου λίθου ὅπου. — [1263, 135, 1565, 187]
number-row — [660, 430, 949, 442]
winning-number: 11007 — [661, 346, 693, 358]
winning-number: 14545 — [776, 490, 809, 502]
winning-number: 21961 — [892, 370, 924, 382]
winning-number: 69087 — [718, 358, 751, 370]
article-lead: Τὰ ἑλληνικὰ σχολεῖα — [1038, 408, 1174, 421]
article-lead: Εἰς τὸ Πολύανδρον. — Ἡ στέψις τοῦ τύμβου — [961, 740, 1251, 766]
winning-number: 52876 — [661, 358, 693, 370]
divider — [66, 1149, 346, 1153]
column-1 — [66, 66, 346, 2156]
column-5 — [1263, 66, 1565, 2156]
article-paragraph: Τὰ πρῶτα κυτία τῶν καταπινοὺν Πίγκ ὑπῆρξαν εἰς αὐτὰς σωτήρια. Ἐξακολουθοῦμεν τὴν θεραπείαν ἀνελλιπῶς καὶ αἱ θυγατέρες μου ἀνέκτησαν τὰς δυνάμεις καὶ ὅλην τὴν ὑγείαν των. — [66, 341, 346, 406]
winning-number: 72850 — [776, 382, 809, 394]
winning-number: 06508 — [661, 394, 693, 406]
article-lead: Ἔγεινεν εἰς τὸ Γουδί. — Ἄνευ ἀποτελέσματος — [358, 202, 648, 228]
winning-number: 35290 — [776, 442, 809, 454]
winning-number: 71636 — [776, 358, 809, 370]
divider — [660, 568, 949, 572]
winning-number: 22843 — [892, 358, 924, 370]
divider — [660, 897, 949, 901]
article-paragraph: Ἐκ τῶν ἐπιβατῶν, οἵτινες ἦσαν τρεῖς, ὁ εἷς ἔπαθε κάταγμα τῆς κνήμης, οἱ δὲ ἄλλοι δύο ἐτραυματίσθησαν ἐλαφρότερον. Πάντες μετεφέρθησαν εἰς τὸν Εὐαγγελισμόν. — [358, 824, 648, 876]
winning-number: 39778 — [718, 478, 751, 490]
classified-ad: Ἀπὸ τῆς ὁδοῦ Ἑρμοῦ μέχρι τῆς ὁδοῦ Σίνα ἀποκλεισθὴ κουτιν μὲ τὰ στοιχεῖα Μ. Β. περιέχον διαμάντια. Ὁ εὑρὼν θὰ λάβῃ γενναίαν ἀμοιβήν. — [66, 974, 346, 1013]
classified-ad: Καμαριέρα μὲ πολὺ καλὰς συστάσεις ζητεῖ θέσιν. Πληροφορίαι παρ' ἡμῖν. — [66, 756, 346, 782]
article-lead: Ἀφίξεις καὶ παράταξις τῶν σχολείων. — Πῶς ἐτοποθετήθησαν — [961, 339, 1251, 365]
article-paragraph: Τὸ σημεῖον τῆς ἐκκινήσεως ἐδόθη ὑπὸ τοῦ κ. Βουλγάρη. Πρῶτα ἐκίνησαν ἡ μουσικὴ τοῦ Ὀρφανοτροφείου, αἱ σημαῖαι καὶ οἱ φοιτηταί. — [961, 699, 1251, 738]
article-lead: Τί θὰ γείνῃ σήμερον — [1349, 586, 1479, 599]
winning-number: 32173 — [776, 334, 809, 346]
classified-ad: Ἐνοικιάζεται τὸ ἐπὶ τῆς ὁδοῦ Πανεπιστημίου παρὰ τὴν οἰκίαν Σταθάτου Τριανταφύλλου πρώην ζαχαροπλαστεῖον Μαρινάκη εὐρύχωρον μαγαζεῖον μετὰ ἀποθήκης. Πληροφορίαι παρὰ τῷ κ. Νικ. Σπηλιώτῃ. — [66, 1078, 346, 1143]
article-paragraph: Πρῶτον τάσσεται πρὸ τῆς οἰκίας Ρενάκη τὸ σχολεῖον τῶν ἀπόρων παίδων τοῦ Παρνασσοῦ μὲ τὴν χρυσοκέντητον σημαίαν των καὶ τὴν μουσικήν του. — [961, 423, 1251, 475]
article-title: ΟΙ ΓΑΛΛΟΙ ΠΕΡΙΗΓΗΤΑΙ — [405, 974, 601, 990]
divider — [66, 788, 346, 789]
winning-number: 35849 — [892, 514, 924, 526]
winning-number: 11115 — [776, 346, 809, 358]
winning-number: 44718 — [892, 382, 924, 394]
winning-number: 30015 — [718, 442, 751, 454]
winning-number: 22948 — [661, 334, 693, 346]
classified-ad: Νέος μὲ καλὰς συστάσεις, γνωρίζων τὴν Γαλλικήν, Γερμανικήν, Ρωσικήν, Ἑλληνικήν, Ἰταλικὴν καὶ Ρουμανικὴν μὲ γράμματα ζητεῖ θέσιν. Πληροφορίαι παρ' ἡμῖν. — [66, 795, 346, 847]
article-lead: Τὸ ᾆσμα τοῦ «Ὀρφέως» — [1340, 517, 1488, 530]
winning-number: 70508 — [834, 550, 866, 562]
article-lead: Ἐξ ἀποστολῆς τοῦ Πεντελικοῦ μαρμάρου — [674, 944, 936, 957]
divider — [66, 749, 346, 750]
divider — [660, 1071, 949, 1075]
article-title: Η ΕΚΚΥΒΕΥΣΙΣ — [708, 69, 901, 95]
column-divider — [1257, 66, 1258, 2156]
article-subtitle: ΜΕΤΑ ΤΟΥ ΣΙΔΗΡΟΔΡΟΜΟΥ — [413, 565, 592, 579]
article-title: ΤΡΑΓΙΚΟΝ ΔΥΣΤΥΧΗΜΑ — [372, 520, 634, 542]
winning-number: 11116 — [718, 406, 751, 418]
article-title: Η ΜΟΝΟΜΑΧΙΑ — [440, 162, 566, 178]
winning-number: 31498 — [892, 466, 924, 478]
article-title: ΤΟ ΧΘΕΣΙΝΟΝ ΜΝΗΜΟΣΥΝΟΝ — [698, 733, 911, 747]
article-title: Η ΑΦΙΞΙΣ — [746, 1080, 863, 1106]
winning-number: 14742 — [661, 490, 693, 502]
